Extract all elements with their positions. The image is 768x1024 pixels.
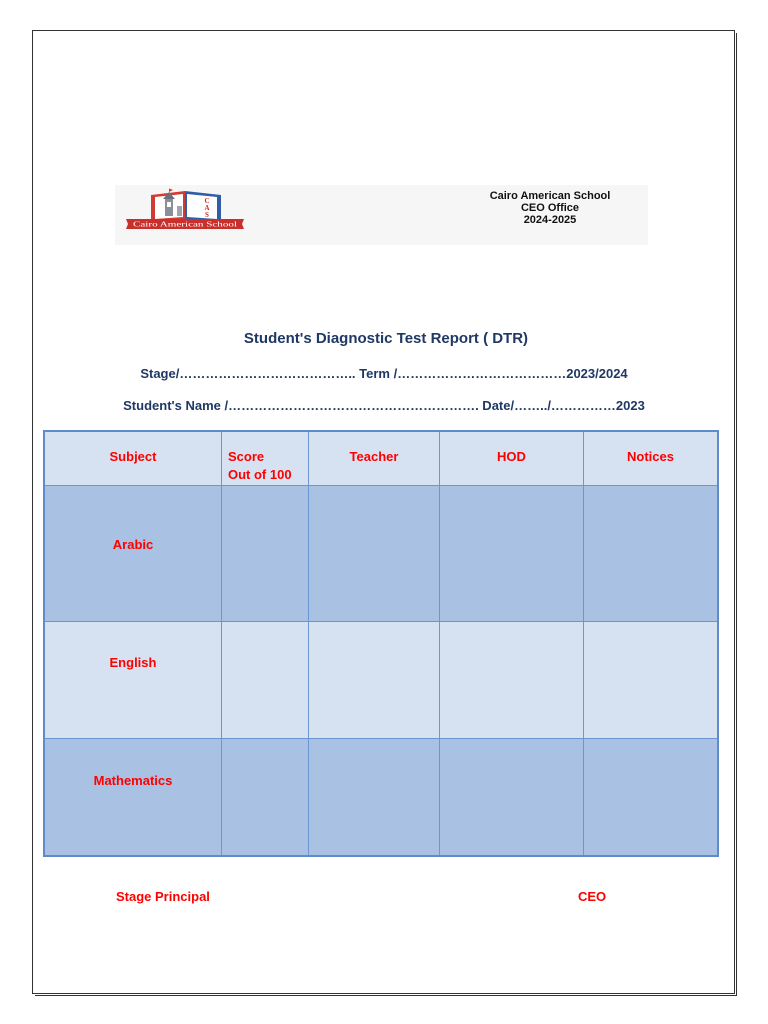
signature-ceo: CEO xyxy=(578,889,607,904)
teacher-cell xyxy=(309,486,439,621)
score-cell xyxy=(222,486,308,621)
score-cell xyxy=(222,739,308,855)
notices-cell xyxy=(584,486,717,621)
hod-cell xyxy=(440,622,583,738)
header-notices: Notices xyxy=(584,432,717,485)
row-subject-label: Mathematics xyxy=(45,739,221,855)
teacher-cell xyxy=(309,739,439,855)
header-subject: Subject xyxy=(45,432,221,485)
header-score-label: Score xyxy=(228,449,265,464)
notices-cell xyxy=(584,739,717,855)
row-subject-label: Arabic xyxy=(45,486,221,621)
logo-ribbon xyxy=(126,219,244,229)
teacher-cell xyxy=(309,622,439,738)
school-logo xyxy=(125,188,245,230)
logo-ribbon-text: Cairo American School xyxy=(133,220,238,229)
header-score-sub: Out of 100 xyxy=(228,467,292,482)
notices-cell xyxy=(584,622,717,738)
hod-cell xyxy=(440,486,583,621)
org-office: CEO Office xyxy=(520,202,580,214)
org-year: 2024-2025 xyxy=(523,214,577,226)
logo-letters xyxy=(204,197,209,219)
logo-letter: C xyxy=(204,197,210,205)
results-table xyxy=(43,430,719,857)
logo-letter: A xyxy=(204,204,210,212)
student-name-date-line: Student's Name /…………………………………………………. Date/……../……………2023 xyxy=(123,398,645,413)
hod-cell xyxy=(440,739,583,855)
score-cell xyxy=(222,622,308,738)
logo-letter: S xyxy=(205,211,209,219)
report-title: Student's Diagnostic Test Report ( DTR) xyxy=(243,330,529,347)
stage-term-line: Stage/………………………………….. Term /…………………………………2023/2024 xyxy=(140,366,628,381)
org-name: Cairo American School xyxy=(489,190,611,202)
header-score xyxy=(222,432,308,485)
org-info xyxy=(450,190,650,226)
header-hod: HOD xyxy=(440,432,583,485)
header-teacher: Teacher xyxy=(309,432,439,485)
signature-stage-principal: Stage Principal xyxy=(116,889,210,904)
logo-book xyxy=(151,191,221,221)
row-subject-label: English xyxy=(45,622,221,738)
